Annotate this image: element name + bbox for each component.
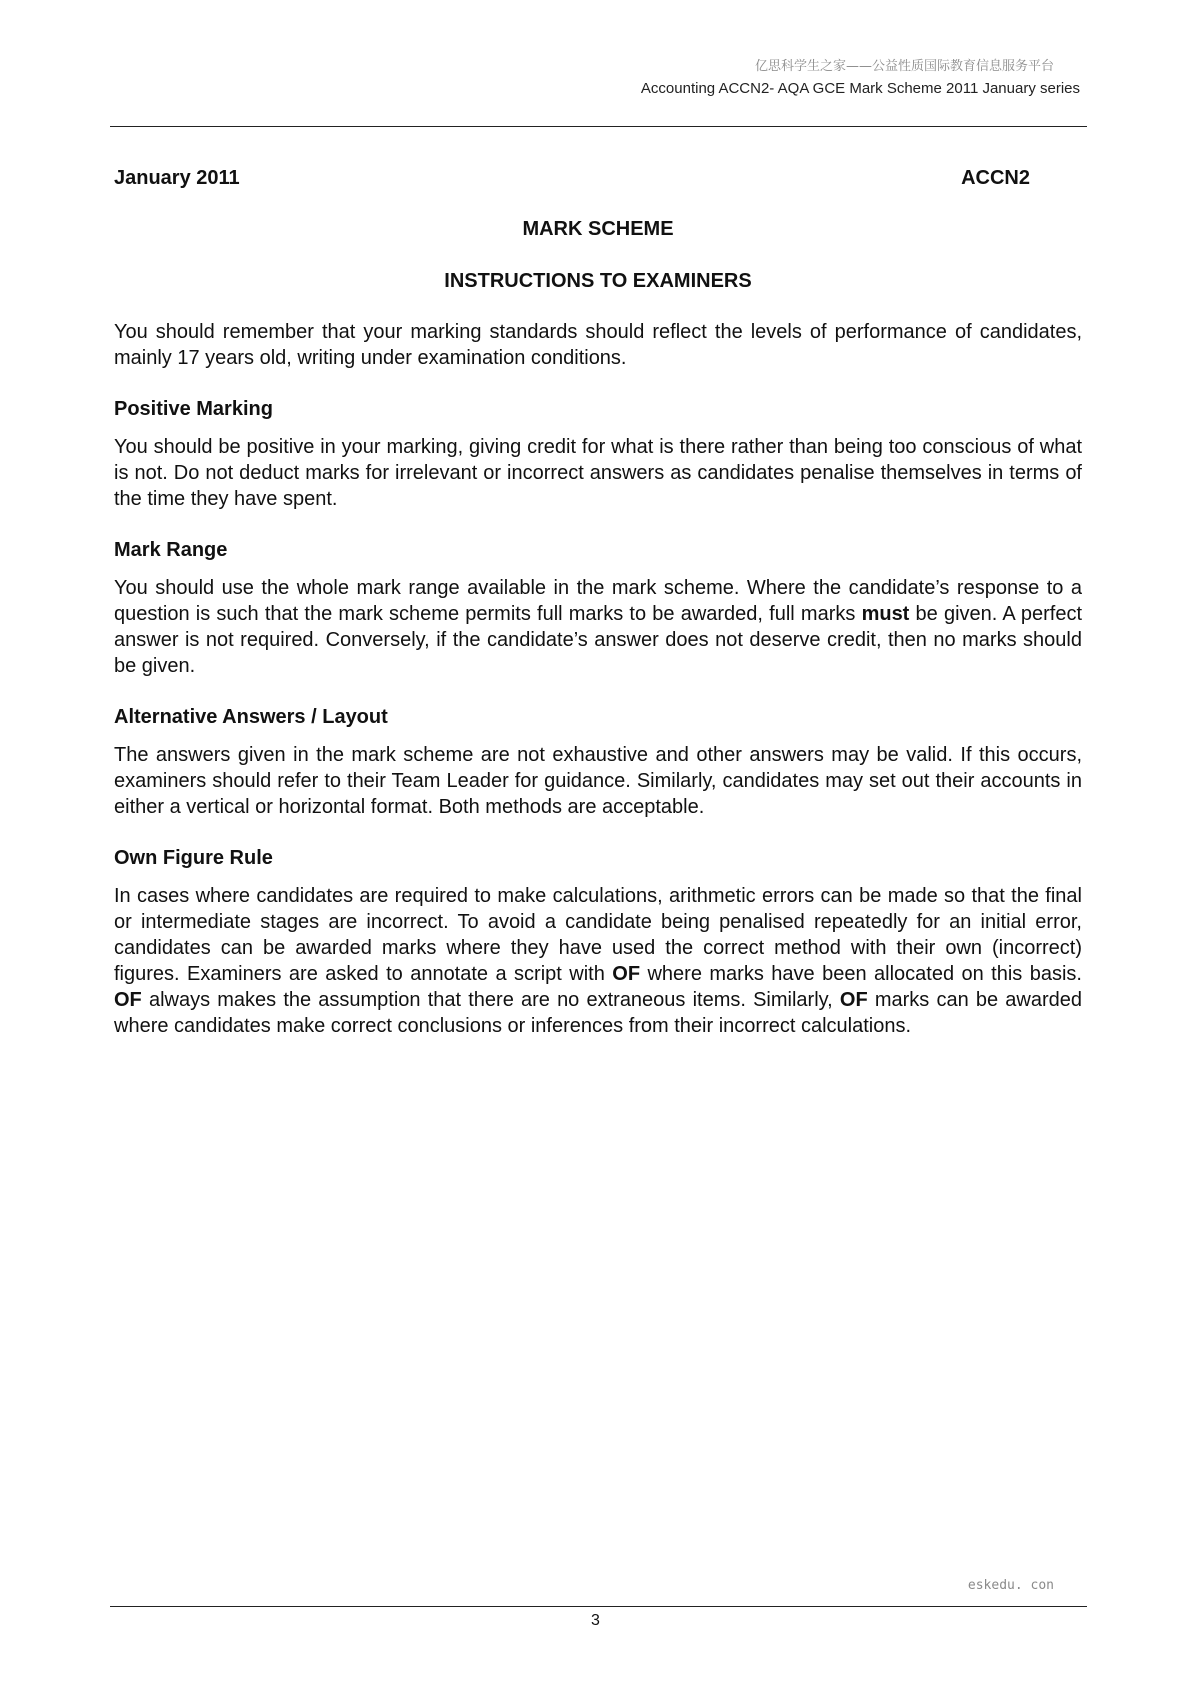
section-text (114, 883, 1082, 1039)
page-number: 3 (591, 1612, 600, 1629)
text-run: be given. A perfect answer is not required. Conversely, if the candidate’s answer does not deserve credit, then no marks should be given. (114, 603, 1083, 677)
section-heading: Positive Marking (114, 398, 273, 420)
running-title: Accounting ACCN2- AQA GCE Mark Scheme 2011 January series (640, 80, 1080, 97)
emphasis-text: OF (114, 989, 142, 1011)
emphasis-text: OF (612, 963, 641, 985)
section-alternative-answers (114, 704, 1082, 820)
section-mark-range (114, 537, 1082, 679)
paper-code: ACCN2 (961, 167, 1030, 189)
site-watermark: eskedu. con (967, 1578, 1054, 1593)
sub-title: INSTRUCTIONS TO EXAMINERS (444, 270, 752, 292)
emphasis-text: must (861, 603, 910, 625)
section-positive-marking (114, 396, 1082, 512)
section-heading: Own Figure Rule (114, 847, 273, 869)
text-run: where marks have been allocated on this basis. (640, 963, 1082, 985)
text-run: In cases where candidates are required to make calculations, arithmetic errors can be made so that the final or intermediate stages are incorrect. To avoid a candidate being penalised repeatedly for an initial error, candidates can be awarded marks where they have used the correct method with their own (incorrect) figures. Examiners are asked to annotate a script with (114, 885, 1082, 985)
header-divider (110, 126, 1087, 127)
section-heading: Mark Range (114, 539, 228, 561)
main-title: MARK SCHEME (522, 218, 674, 240)
intro-paragraph: You should remember that your marking standards should reflect the levels of performance of candidates, mainly 17 years old, writing under examination conditions. (114, 321, 1082, 369)
text-run: always makes the assumption that there are no extraneous items. Similarly, (141, 989, 840, 1011)
emphasis-text: OF (839, 989, 868, 1011)
text-run: You should use the whole mark range available in the mark scheme. Where the candidate’s response to a question is such that the mark scheme permits full marks to be awarded, full marks (114, 577, 1082, 625)
exam-date: January 2011 (114, 167, 240, 189)
section-text: The answers given in the mark scheme are not exhaustive and other answers may be valid. If this occurs, examiners should refer to their Team Leader for guidance. Similarly, candidates may set out their accounts in either a vertical or horizontal format. Both methods are acceptable. (114, 744, 1082, 818)
section-text (114, 575, 1082, 679)
section-own-figure-rule (114, 845, 1082, 1039)
section-heading: Alternative Answers / Layout (114, 706, 388, 728)
meta-row (114, 165, 1082, 191)
document-body (114, 165, 1082, 1039)
text-run: marks can be awarded where candidates make correct conclusions or inferences from their incorrect calculations. (114, 989, 1082, 1037)
section-text: You should be positive in your marking, giving credit for what is there rather than being too conscious of what is not. Do not deduct marks for irrelevant or incorrect answers as candidates penalise themselves in terms of the time they have spent. (114, 436, 1082, 510)
footer-divider (110, 1606, 1087, 1607)
watermark-text: 亿思科学生之家——公益性质国际教育信息服务平台 (754, 59, 1054, 74)
